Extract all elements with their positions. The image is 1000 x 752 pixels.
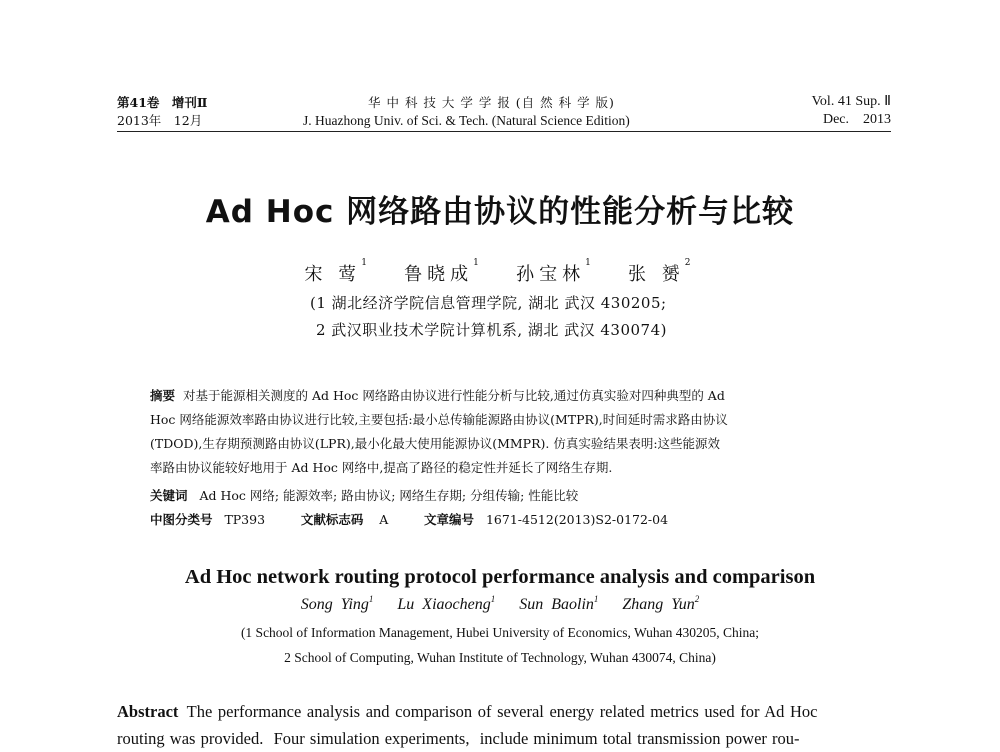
header-journal-en: J. Huazhong Univ. of Sci. & Tech. (Natural Science Edition)	[303, 113, 630, 128]
authors-cn	[0, 260, 1000, 286]
abstract-cn-line: 摘要 对基于能源相关测度的 Ad Hoc 网络路由协议进行性能分析与比较,通过仿真实验对四种典型的 Ad	[150, 388, 725, 403]
abstract-cn	[150, 384, 728, 480]
affiliation-cn-2: 2 武汉职业技术学院计算机系, 湖北 武汉 430074)	[316, 321, 667, 339]
article-no-value: 1671-4512(2013)S2-0172-04	[485, 512, 669, 527]
abstract-en-line: Abstract The performance analysis and comparison of several energy related metrics used for Ad Hoc	[117, 702, 818, 721]
doc-code-label: 文献标志码	[300, 512, 364, 527]
abstract-cn-line: (TDOD),生存期预测路由协议(LPR),最小化最大使用能源协议(MMPR). 仿真实验结果表明:这些能源效	[150, 436, 721, 451]
author-en: Zhang Yun$^2$	[622, 594, 700, 613]
abstract-cn-label: 摘要	[150, 388, 176, 403]
abstract-en	[117, 698, 818, 752]
keywords-cn	[150, 484, 578, 508]
abstract-en-line: routing was provided. Four simulation experiments, include minimum total transmission power rou-	[117, 729, 800, 748]
author-cn: 鲁晓成$^1$	[404, 258, 484, 285]
affiliation-en-1: (1 School of Information Management, Hubei University of Economics, Wuhan 430205, China;	[240, 625, 760, 640]
header-date-en: Dec. 2013	[822, 112, 891, 127]
keywords-cn-label: 关键词	[150, 488, 188, 503]
author-cn: 孙宝林$^1$	[516, 258, 596, 285]
clc-value: TP393	[224, 512, 266, 527]
author-cn: 宋 莺$^1$	[304, 258, 372, 285]
header-volume-cn: 第41卷 增刊Ⅱ	[117, 95, 208, 110]
header-date-cn: 2013年 12月	[117, 113, 203, 128]
authors-en	[0, 596, 1000, 614]
keywords-cn-text: Ad Hoc 网络; 能源效率; 路由协议; 网络生存期; 分组传输; 性能比较	[199, 488, 579, 503]
abstract-cn-line: Hoc 网络能源效率路由协议进行比较,主要包括:最小总传输能源路由协议(MTPR),时间延时需求路由协议	[150, 412, 728, 427]
header-journal-cn: 华 中 科 技 大 学 学 报 (自 然 科 学 版)	[368, 95, 615, 110]
author-en: Sun Baolin$^1$	[519, 594, 599, 613]
classification-line	[150, 508, 668, 532]
header-rule	[117, 131, 891, 132]
affiliation-en-2: 2 School of Computing, Wuhan Institute of Technology, Wuhan 430074, China)	[284, 650, 716, 665]
author-cn: 张 赟$^2$	[627, 258, 696, 285]
paper-title-cn: Ad Hoc 网络路由协议的性能分析与比较	[205, 194, 795, 230]
abstract-cn-line: 率路由协议能较好地用于 Ad Hoc 网络中,提高了路径的稳定性并延长了网络生存期.	[150, 460, 613, 475]
paper-title-en: Ad Hoc network routing protocol performance analysis and comparison	[184, 566, 816, 588]
author-en: Lu Xiaocheng$^1$	[397, 594, 496, 613]
doc-code-value: A	[379, 512, 389, 527]
abstract-en-label: Abstract	[117, 702, 179, 721]
clc-label: 中图分类号	[150, 512, 213, 527]
article-no-label: 文章编号	[424, 512, 475, 527]
header-volume-en: Vol. 41 Sup. Ⅱ	[811, 94, 891, 109]
affiliation-cn-1: (1 湖北经济学院信息管理学院, 湖北 武汉 430205;	[310, 294, 667, 312]
author-en: Song Ying$^1$	[300, 594, 374, 613]
